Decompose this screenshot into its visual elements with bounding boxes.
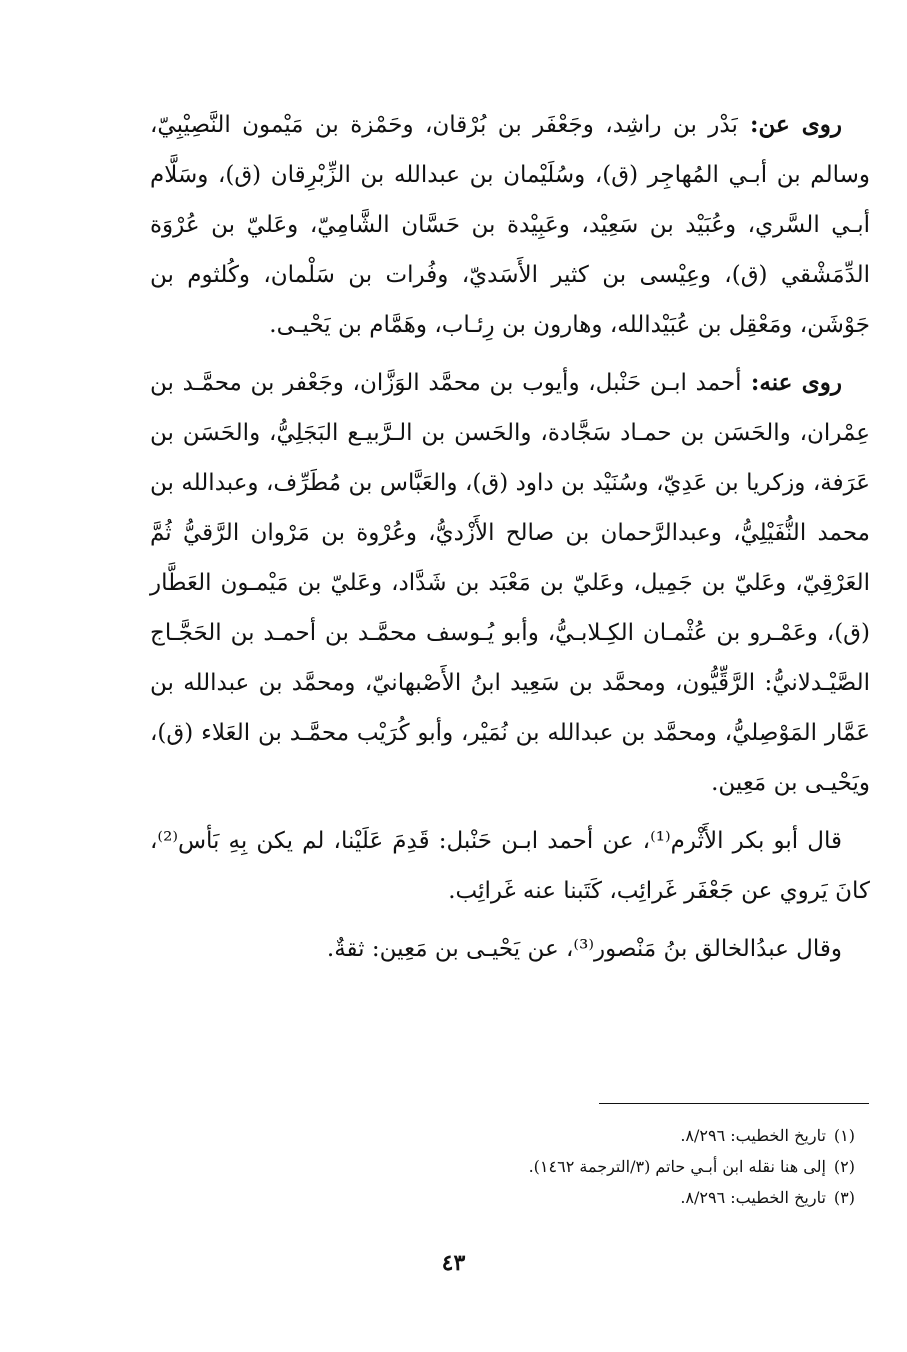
main-text: [150, 100, 870, 982]
footnote-text: تاريخ الخطيب: ٨/٢٩٦.: [680, 1126, 826, 1145]
footnote-text: إلى هنا نقله ابن أبـي حاتم (٣/الترجمة ١٤٦٢).: [528, 1157, 826, 1176]
paragraph-athram-quote: قال أبو بكر الأَثْرم⁽¹⁾، عن أحمد ابـن حَنْبل: قَدِمَ عَلَيْنا، لم يكن بِهِ بَأس⁽²⁾، كانَ يَروي عن جَعْفَر غَرائِب، كَتَبنا عنه غَرائِب.: [150, 828, 870, 904]
paragraph-narrated-by: [150, 358, 870, 808]
footnote-separator: [599, 1103, 869, 1104]
page-number: ٤٣: [441, 1250, 466, 1276]
narrated-from-text: بَدْر بن راشِد، وجَعْفَر بن بُرْقان، وحَمْزة بن مَيْمون النَّصِيْبِيّ، وسالم بن أبـي المُهاجِر (ق)، وسُلَيْمان بن عبدالله بن الزِّبْرِقان (ق)، وسَلَّام أبـي السَّري، وعُبَيْد بن سَعِيْد، وعَبِيْدة بن حَسَّان الشَّامِيّ، وعَليّ بن عُرْوَة الدِّمَشْقي (ق)، وعِيْسى بن كثير الأَسَديّ، وفُرات بن سَلْمان، وكُلثوم بن جَوْشَن، ومَعْقِل بن عُبَيْدالله، وهارون بن رِئـاب، وهَمَّام بن يَحْيـى.: [150, 112, 870, 338]
paragraph-ibn-main-quote: وقال عبدُالخالق بنُ مَنْصور⁽³⁾، عن يَحْيـى بن مَعِين: ثقةٌ.: [326, 936, 842, 962]
narrated-by-text: أحمد ابـن حَنْبل، وأيوب بن محمَّد الوَزَّان، وجَعْفر بن محمَّـد بن عِمْران، والحَسَن بن حمـاد سَجَّادة، والحَسن بن الـرَّبيـع البَجَلِيُّ، والحَسَن بن عَرَفة، وزكريا بن عَدِيّ، وسُنَيْد بن داود (ق)، والعَبَّاس بن مُطَرِّف، وعبدالله بن محمد النُّفَيْلِيُّ، وعبدالرَّحمان بن صالح الأَزْديُّ، وعُرْوة بن مَرْوان الرَّقيُّ ثُمَّ العَرْقِيّ، وعَليّ بن جَمِيل، وعَليّ بن مَعْبَد بن شَدَّاد، وعَليّ بن مَيْمـون العَطَّار (ق)، وعَمْـرو بن عُثْمـان الكِـلابـيُّ، وأبو يُـوسف محمَّـد بن أحمـد بن الحَجَّـاج الصَّيْـدلانيُّ: الرَّقِّيُّون، ومحمَّد بن سَعِيد ابنُ الأَصْبهانيّ، ومحمَّد بن عبدالله بن عَمَّار المَوْصِليُّ، ومحمَّد بن عبدالله بن نُمَيْر، وأبو كُرَيْب محمَّـد بن العَلاء (ق)، ويَحْيـى بن مَعِين.: [150, 370, 870, 796]
footnote-number: (٢): [833, 1157, 855, 1176]
paragraph-narrated-from: [150, 100, 870, 350]
footnote-item: [150, 1151, 855, 1182]
section-heading-narrated-by: روى عنه:: [741, 369, 842, 396]
footnote-item: [150, 1182, 855, 1213]
footnote-number: (٣): [833, 1188, 855, 1207]
section-heading-narrated-from: روى عن:: [737, 111, 843, 138]
footnote-item: [150, 1120, 855, 1151]
footnotes: [150, 1120, 855, 1213]
footnote-text: تاريخ الخطيب: ٨/٢٩٦.: [680, 1188, 826, 1207]
footnote-number: (١): [833, 1126, 855, 1145]
